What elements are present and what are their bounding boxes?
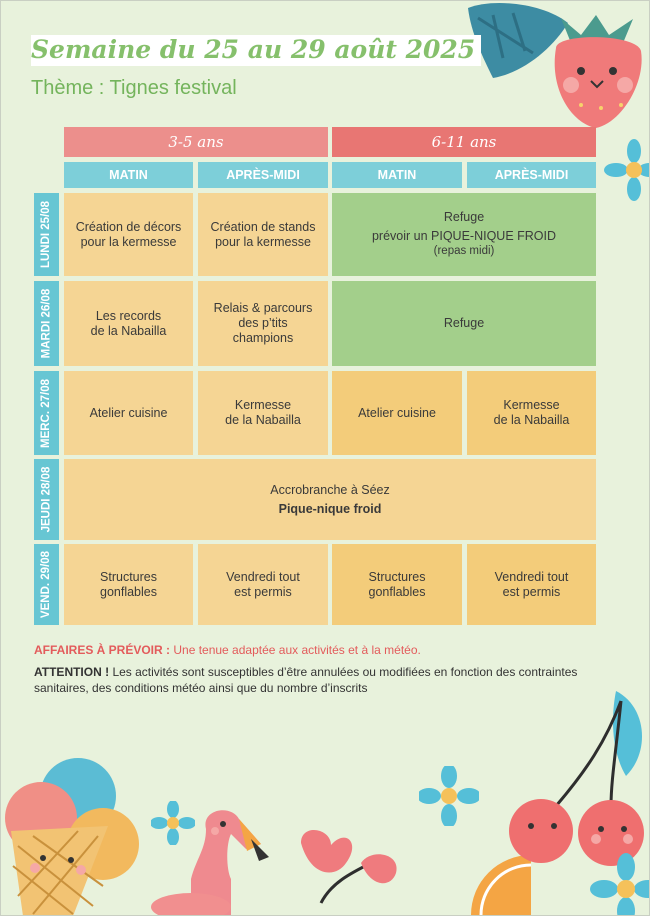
activity-cell: Les records de la Nabailla: [64, 281, 193, 366]
activity-cell: [332, 193, 596, 276]
activity-cell: Structures gonflables: [64, 544, 193, 625]
flamingo-float-icon: [151, 799, 281, 915]
activity-line: Pique-nique froid: [278, 501, 382, 516]
attention-text: Les activités sont susceptibles d’être annulées ou modifiées en fonction des contraintes sanitaires, des conditions météo ainsi que du nombre d’inscrits: [34, 665, 578, 695]
period-header: APRÈS-MIDI: [198, 162, 328, 188]
activity-line: Accrobranche à Séez: [270, 482, 390, 497]
page-theme: Thème : Tignes festival: [31, 77, 237, 99]
activity-cell: Atelier cuisine: [332, 371, 462, 455]
activity-cell: Création de stands pour la kermesse: [198, 193, 328, 276]
activity-cell: Vendredi tout est permis: [467, 544, 596, 625]
day-label-text: MARDI 26/08: [40, 288, 53, 359]
activity-cell: Vendredi tout est permis: [198, 544, 328, 625]
activity-line: prévoir un PIQUE-NIQUE FROID: [371, 229, 557, 243]
flower-icon: [602, 139, 650, 201]
activity-cell: Structures gonflables: [332, 544, 462, 625]
activity-cell: Création de décors pour la kermesse: [64, 193, 193, 276]
ice-cream-icon: [3, 756, 143, 916]
activity-line: Refuge: [443, 210, 485, 224]
affaires-note: [34, 642, 624, 658]
corner-flower-icon: [586, 853, 650, 915]
day-label-text: MERC. 27/08: [40, 378, 52, 448]
day-label: [34, 459, 59, 540]
activity-cell: Atelier cuisine: [64, 371, 193, 455]
day-label-text: VEND. 29/08: [40, 550, 52, 619]
strawberry-icon: [541, 13, 650, 133]
tulip-icon: [291, 823, 421, 916]
activity-line: (repas midi): [433, 245, 495, 257]
attention-label: ATTENTION !: [34, 665, 110, 679]
period-header: APRÈS-MIDI: [467, 162, 596, 188]
blue-flower-icon: [419, 766, 479, 826]
day-label: [34, 371, 59, 455]
activity-cell: Kermesse de la Nabailla: [467, 371, 596, 455]
day-label-text: LUNDI 25/08: [40, 200, 53, 269]
day-label: [34, 544, 59, 625]
age-group-header: 3-5 ans: [64, 127, 328, 157]
period-header: MATIN: [64, 162, 193, 188]
affaires-text: Une tenue adaptée aux activités et à la météo.: [170, 643, 421, 657]
activity-cell: Refuge: [332, 281, 596, 366]
period-header: MATIN: [332, 162, 462, 188]
day-label-text: JEUDI 28/08: [40, 466, 53, 533]
activity-cell: Kermesse de la Nabailla: [198, 371, 328, 455]
page-title: Semaine du 25 au 29 août 2025: [31, 35, 481, 66]
day-label: [34, 193, 59, 276]
age-group-header: 6-11 ans: [332, 127, 596, 157]
affaires-label: AFFAIRES À PRÉVOIR :: [34, 643, 171, 657]
activity-cell: [64, 459, 596, 540]
day-label: [34, 281, 59, 366]
activity-cell: Relais & parcours des p’tits champions: [198, 281, 328, 366]
